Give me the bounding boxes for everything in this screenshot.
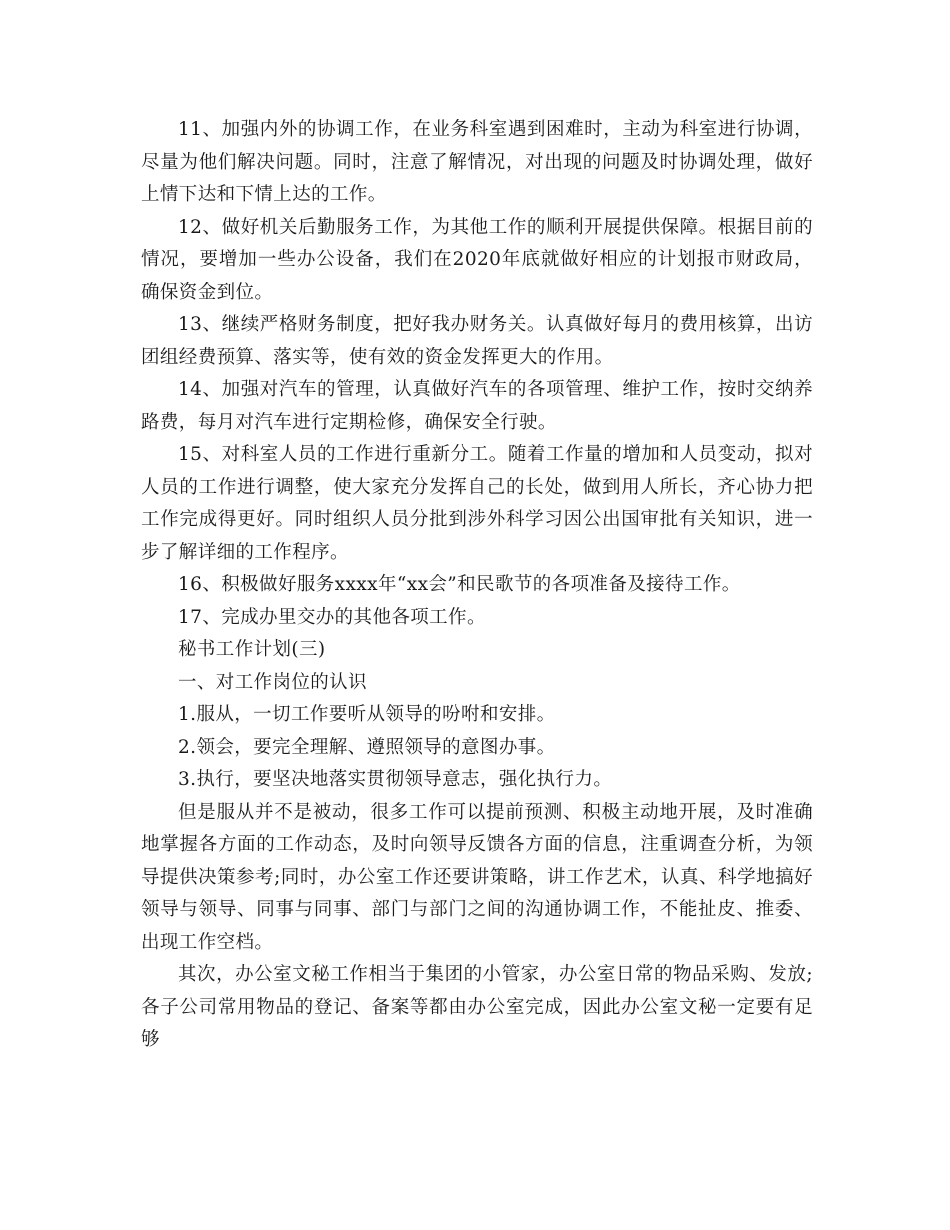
paragraph-item-15: 15、对科室人员的工作进行重新分工。随着工作量的增加和人员变动，拟对人员的工作进行调整，使大家充分发挥自己的长处，做到用人所长，齐心协力把工作完成得更好。同时组织人员分批到涉外科学习因公出国审批有关知识，进一步了解详细的工作程序。 [141,444,813,563]
body-paragraph-initiative: 但是服从并不是被动，很多工作可以提前预测、积极主动地开展，及时准确地掌握各方面的工作动态，及时向领导反馈各方面的信息，注重调查分析，为领导提供决策参考;同时，办公室工作还要讲策略，讲工作艺术，认真、科学地搞好领导与领导、同事与同事、部门与部门之间的沟通协调工作，不能扯皮、推委、出现工作空档。 [141,801,813,953]
body-paragraph-housekeeping: 其次，办公室文秘工作相当于集团的小管家，办公室日常的物品采购、发放;各子公司常用物品的登记、备案等都由办公室完成，因此办公室文秘一定要有足够 [141,964,813,1050]
paragraph-item-17: 17、完成办里交办的其他各项工作。 [178,606,486,628]
list-item-obey: 1.服从，一切工作要听从领导的吩咐和安排。 [178,704,556,725]
paragraph-item-13: 13、继续严格财务制度，把好我办财务关。认真做好每月的费用核算，出访团组经费预算、落实等，使有效的资金发挥更大的作用。 [141,314,813,368]
paragraph-item-12: 12、做好机关后勤服务工作，为其他工作的顺利开展提供保障。根据目前的情况，要增加一些办公设备，我们在2020年底就做好相应的计划报市财政局，确保资金到位。 [141,216,813,303]
section-heading: 秘书工作计划(三) [178,639,326,660]
paragraph-item-14: 14、加强对汽车的管理，认真做好汽车的各项管理、维护工作，按时交纳养路费，每月对汽车进行定期检修，确保安全行驶。 [141,379,813,433]
subsection-heading: 一、对工作岗位的认识 [178,671,368,693]
paragraph-item-16: 16、积极做好服务xxxx年“xx会”和民歌节的各项准备及接待工作。 [178,574,741,595]
list-item-execute: 3.执行，要坚决地落实贯彻领导意志，强化执行力。 [178,769,613,790]
paragraph-item-11: 11、加强内外的协调工作，在业务科室遇到困难时，主动为科室进行协调，尽量为他们解决问题。同时，注意了解情况，对出现的问题及时协调处理，做好上情下达和下情上达的工作。 [141,119,813,205]
list-item-understand: 2.领会，要完全理解、遵照领导的意图办事。 [178,736,556,758]
document-page [141,114,813,1057]
